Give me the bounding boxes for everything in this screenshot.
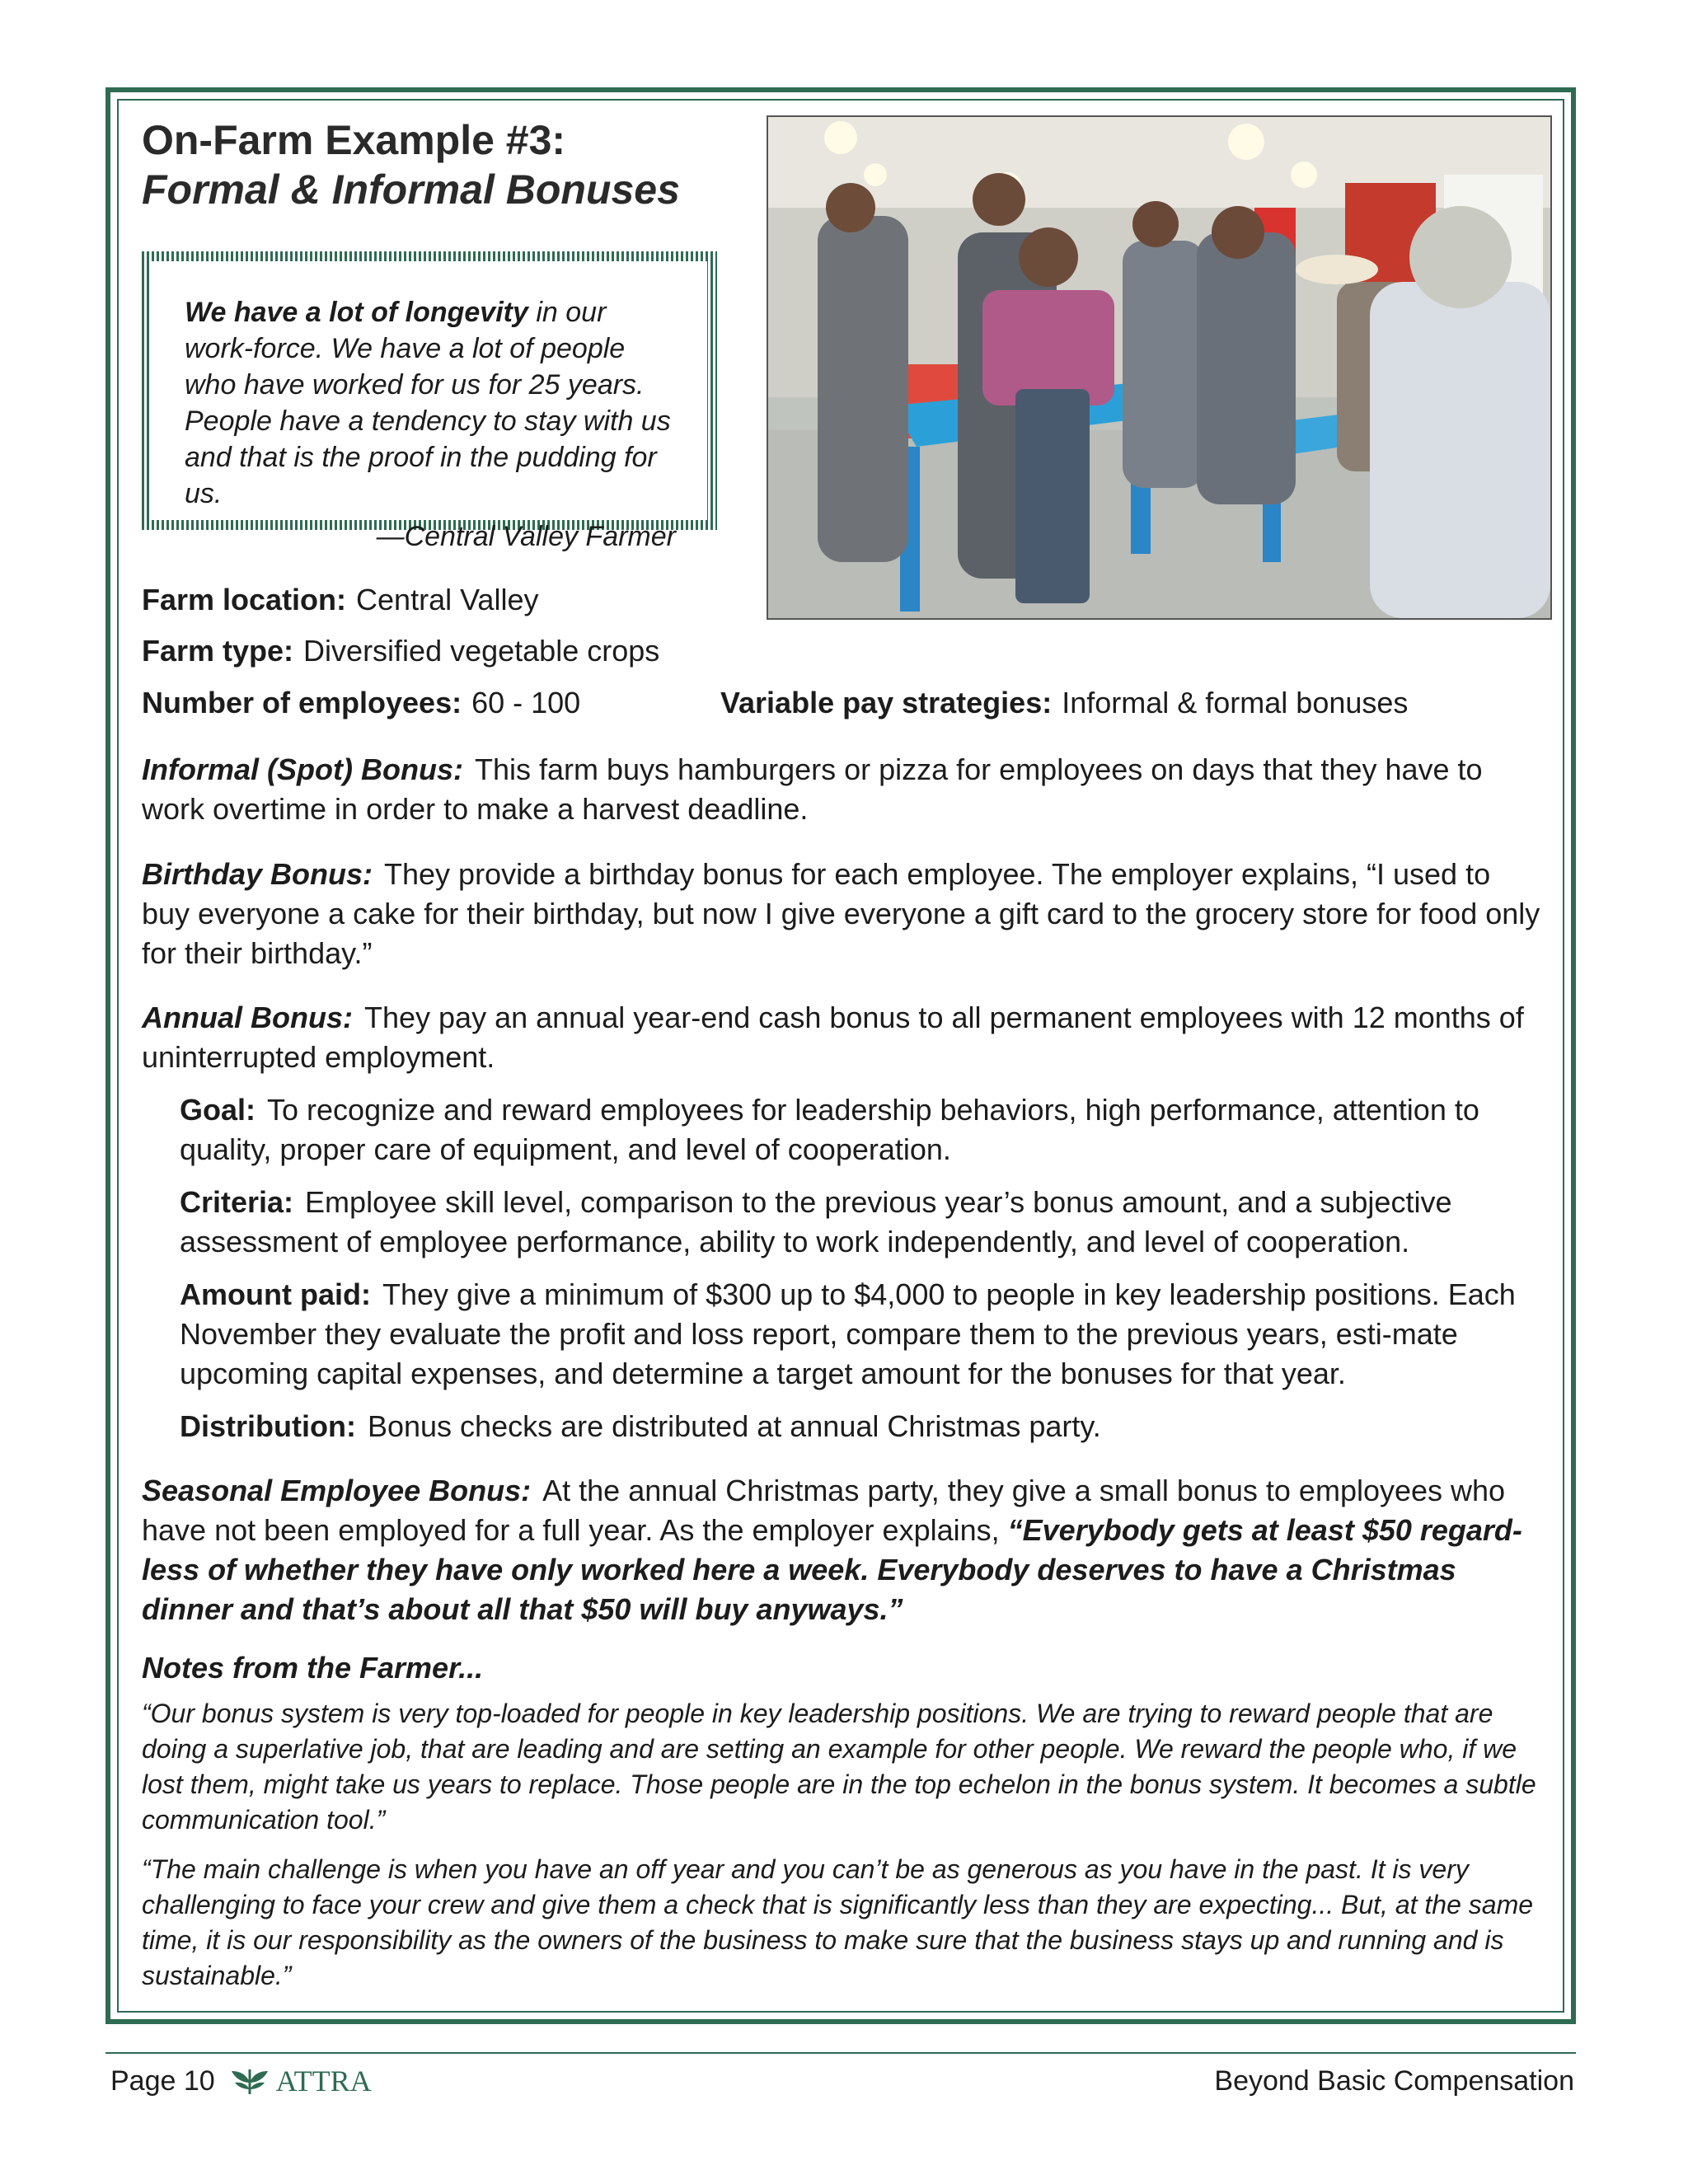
fact-farm-type-label: Farm type:: [142, 634, 294, 668]
birthday-bonus-label: Birthday Bonus:: [142, 857, 373, 891]
annual-goal-text: To recognize and reward employees for leadership behaviors, high performance, attention to quality, proper care of equipment, and level of cooperation.: [180, 1093, 1479, 1166]
annual-criteria: [180, 1183, 1548, 1262]
fact-farm-type-value: Diversified vegetable crops: [303, 634, 660, 668]
page-number: Page 10: [110, 2065, 215, 2097]
birthday-bonus-text: They provide a birthday bonus for each employee. The employer explains, “I used to buy everyone a cake for their birthday, but now I give everyone a gift card to the grocery store for food only for their birthday.”: [142, 857, 1540, 970]
fact-farm-location: [142, 582, 538, 618]
page-title: [142, 115, 752, 214]
fact-pay-strategies-label: Variable pay strategies:: [720, 686, 1053, 719]
notes-title: Notes from the Farmer...: [142, 1651, 484, 1685]
seasonal-bonus-quote: “Everybody gets at least $50 regard-less of whether they have only worked here a week. Everybody deserves to have a Christmas dinner and that’s about all that $50 will buy anyways.”: [142, 1513, 1522, 1626]
annual-criteria-label: Criteria:: [180, 1185, 294, 1219]
fact-farm-type: [142, 633, 659, 669]
quote-text: in our work-force. We have a lot of people who have worked for us for 25 years. People have a tendency to stay with us and that is the proof in the pudding for us.: [185, 297, 671, 509]
annual-bonus-text: They pay an annual year-end cash bonus to all permanent employees with 12 months of uninterrupted employment.: [142, 1001, 1524, 1074]
fact-farm-location-value: Central Valley: [356, 583, 539, 616]
informal-bonus-paragraph: [142, 750, 1543, 829]
annual-bonus-label: Annual Bonus:: [142, 1001, 353, 1034]
notes-paragraph-2: “The main challenge is when you have an off year and you can’t be as generous as you have in the past. It is very challenging to face your crew and give them a check that is significantly less than they are expecting... But, at the same time, it is our responsibility as the owners of the business to make sure that the business stays up and running and is sustainable.”: [142, 1854, 1534, 1990]
seasonal-bonus-label: Seasonal Employee Bonus:: [142, 1474, 532, 1507]
attra-leaf-icon: [230, 2064, 270, 2097]
annual-amount-text: They give a minimum of $300 up to $4,000 to people in key leadership positions. Each November they evaluate the profit and loss report, compare them to the previous years, esti-mate upcoming capital expenses, and determine a target amount for the bonuses for that year.: [180, 1277, 1516, 1390]
quote-bold-lead: We have a lot of longevity: [185, 297, 528, 328]
footer-left: [110, 2060, 372, 2102]
informal-bonus-label: Informal (Spot) Bonus:: [142, 752, 463, 786]
annual-goal-label: Goal:: [180, 1093, 256, 1127]
notes-paragraph-1: “Our bonus system is very top-loaded for people in key leadership positions. We are trying to reward people that are doing a superlative job, that are leading and are setting an example for other people. We reward the people who, if we lost them, might take us years to replace. Those people are in the top echelon in the bonus system. It becomes a subtle communication tool.”: [142, 1699, 1536, 1835]
annual-distribution: [180, 1407, 1548, 1446]
annual-distribution-text: Bonus checks are distributed at annual Christmas party.: [367, 1409, 1101, 1443]
title-line-1: On-Farm Example #3:: [142, 117, 566, 163]
publication-title: Beyond Basic Compensation: [1214, 2065, 1574, 2097]
informal-bonus-text: This farm buys hamburgers or pizza for employees on days that they have to work overtime in order to make a harvest deadline.: [142, 752, 1483, 826]
farm-workers-photo: [767, 115, 1552, 620]
fact-farm-location-label: Farm location:: [142, 583, 347, 616]
fact-pay-strategies: [720, 685, 1408, 721]
pull-quote: [142, 251, 717, 552]
seasonal-bonus-text: At the annual Christmas party, they give a small bonus to employees who have not been employed for a full year. As the employer explains,: [142, 1474, 1506, 1547]
birthday-bonus-paragraph: [142, 855, 1543, 973]
footer-divider: [106, 2052, 1576, 2054]
annual-distribution-label: Distribution:: [180, 1409, 356, 1443]
attra-logo-text: ATTRA: [275, 2064, 372, 2097]
annual-amount-label: Amount paid:: [180, 1277, 371, 1311]
fact-employees-label: Number of employees:: [142, 686, 462, 719]
annual-criteria-text: Employee skill level, comparison to the previous year’s bonus amount, and a subjective assessment of employee performance, ability to work independently, and level of cooperation.: [180, 1185, 1452, 1258]
fact-employees-value: 60 - 100: [471, 686, 581, 719]
title-line-2: Formal & Informal Bonuses: [142, 166, 680, 213]
seasonal-bonus-paragraph: [142, 1471, 1543, 1629]
fact-pay-strategies-value: Informal & formal bonuses: [1062, 686, 1409, 719]
annual-goal: [180, 1090, 1548, 1169]
quote-attribution: —Central Valley Farmer: [376, 521, 676, 552]
annual-bonus-paragraph: [142, 998, 1543, 1077]
annual-amount: [180, 1275, 1548, 1394]
fact-employees: [142, 685, 580, 721]
